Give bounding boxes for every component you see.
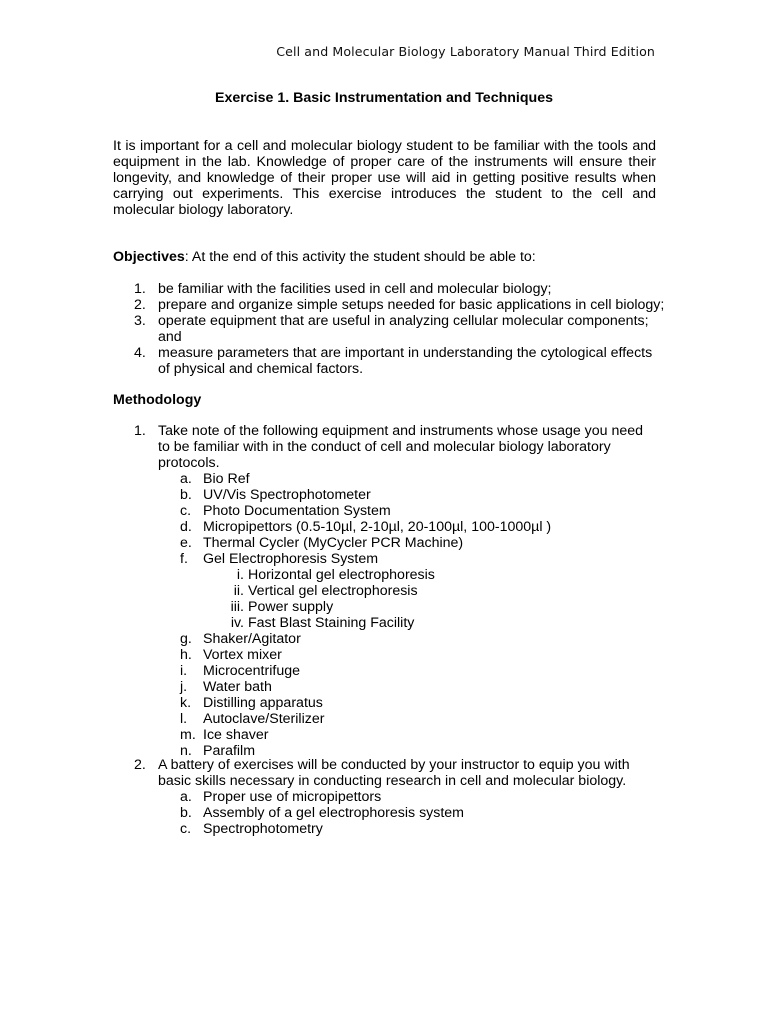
exercise-title: Exercise 1. Basic Instrumentation and Techniques xyxy=(215,90,553,106)
equipment-item xyxy=(113,471,673,487)
equipment-letter: n. xyxy=(180,743,192,759)
equipment-item xyxy=(113,727,673,743)
equipment-item xyxy=(113,631,673,647)
methodology-number: 2. xyxy=(134,757,146,773)
equipment-letter: h. xyxy=(180,647,192,663)
gel-system-numeral: iii. xyxy=(230,599,244,615)
running-header: Cell and Molecular Biology Laboratory Manual Third Edition xyxy=(276,44,655,59)
exercise-letter: a. xyxy=(180,789,192,805)
equipment-list xyxy=(113,471,673,567)
gel-system-item xyxy=(113,583,673,599)
exercise-text: Assembly of a gel electrophoresis system xyxy=(203,805,465,821)
objective-text: prepare and organize simple setups needed for basic applications in cell biology; xyxy=(158,297,665,313)
equipment-item xyxy=(113,647,673,663)
equipment-list-continued xyxy=(113,631,673,759)
objectives-list xyxy=(113,281,673,377)
methodology-text: A battery of exercises will be conducted by your instructor to equip you with basic skills necessary in conducting research in cell and molecular biology. xyxy=(158,757,630,789)
methodology-text: Take note of the following equipment and instruments whose usage you need to be familiar with in the conduct of cell and molecular biology laboratory protocols. xyxy=(158,423,644,471)
equipment-item xyxy=(113,663,673,679)
equipment-item xyxy=(113,551,673,567)
equipment-letter: g. xyxy=(180,631,192,647)
methodology-item-text xyxy=(113,423,658,471)
exercise-item xyxy=(113,805,673,821)
objective-number: 3. xyxy=(134,313,146,329)
objective-text: operate equipment that are useful in analyzing cellular molecular components; and xyxy=(158,313,649,345)
methodology-number: 1. xyxy=(134,423,146,439)
gel-system-numeral: i. xyxy=(236,567,244,583)
equipment-letter: f. xyxy=(180,551,188,567)
equipment-text: Microcentrifuge xyxy=(203,663,300,679)
equipment-letter: m. xyxy=(180,727,196,743)
equipment-item xyxy=(113,711,673,727)
equipment-letter: l. xyxy=(180,711,188,727)
gel-system-text: Fast Blast Staining Facility xyxy=(248,615,415,631)
methodology-item-text xyxy=(113,757,658,789)
equipment-letter: b. xyxy=(180,487,192,503)
equipment-text: Ice shaver xyxy=(203,727,269,743)
equipment-letter: i. xyxy=(180,663,188,679)
intro-paragraph: It is important for a cell and molecular biology student to be familiar with the tools and equipment in the lab. Knowledge of proper care of the instruments will ensure their longevity, and knowledge of their proper use will aid in getting positive results when carrying out experiments. This exercise introduces the student to the cell and molecular biology laboratory. xyxy=(113,138,656,218)
gel-system-item xyxy=(113,615,673,631)
gel-system-text: Power supply xyxy=(248,599,334,615)
objectives-lead xyxy=(113,249,673,265)
exercise-text: Spectrophotometry xyxy=(203,821,323,837)
objective-item xyxy=(113,297,673,313)
gel-system-item xyxy=(113,567,673,583)
equipment-item xyxy=(113,519,673,535)
equipment-item xyxy=(113,695,673,711)
equipment-text: Parafilm xyxy=(203,743,256,759)
methodology-item-1 xyxy=(113,423,673,759)
equipment-text: Thermal Cycler (MyCycler PCR Machine) xyxy=(203,535,464,551)
equipment-text: Bio Ref xyxy=(203,471,250,487)
objective-item xyxy=(113,313,673,345)
exercise-text: Proper use of micropipettors xyxy=(203,789,382,805)
exercise-item xyxy=(113,789,673,805)
gel-system-text: Horizontal gel electrophoresis xyxy=(248,567,435,583)
equipment-letter: d. xyxy=(180,519,192,535)
objective-text: be familiar with the facilities used in cell and molecular biology; xyxy=(158,281,552,297)
exercise-item xyxy=(113,821,673,837)
equipment-text: Vortex mixer xyxy=(203,647,282,663)
equipment-text: Photo Documentation System xyxy=(203,503,391,519)
exercise-list xyxy=(113,789,673,837)
equipment-item xyxy=(113,503,673,519)
equipment-text: Water bath xyxy=(203,679,272,695)
equipment-text: Distilling apparatus xyxy=(203,695,323,711)
objective-number: 4. xyxy=(134,345,146,361)
gel-system-item xyxy=(113,599,673,615)
methodology-heading: Methodology xyxy=(113,392,202,408)
equipment-item xyxy=(113,535,673,551)
equipment-letter: e. xyxy=(180,535,192,551)
exercise-letter: c. xyxy=(180,821,192,837)
equipment-text: Micropipettors (0.5-10µl, 2-10µl, 20-100µl, 100-1000µl ) xyxy=(203,519,552,535)
objective-text: measure parameters that are important in understanding the cytological effects of physical and chemical factors. xyxy=(158,345,653,377)
equipment-item xyxy=(113,679,673,695)
equipment-letter: k. xyxy=(180,695,192,711)
exercise-letter: b. xyxy=(180,805,192,821)
equipment-text: Autoclave/Sterilizer xyxy=(203,711,325,727)
equipment-text: UV/Vis Spectrophotometer xyxy=(203,487,371,503)
objective-number: 2. xyxy=(134,297,146,313)
gel-system-numeral: iv. xyxy=(230,615,244,631)
equipment-item xyxy=(113,487,673,503)
equipment-text: Shaker/Agitator xyxy=(203,631,301,647)
equipment-letter: j. xyxy=(180,679,188,695)
gel-system-text: Vertical gel electrophoresis xyxy=(248,583,418,599)
equipment-letter: c. xyxy=(180,503,192,519)
objective-item xyxy=(113,345,656,377)
equipment-text: Gel Electrophoresis System xyxy=(203,551,379,567)
gel-system-list xyxy=(113,567,673,631)
methodology-item-2 xyxy=(113,757,673,837)
objective-item xyxy=(113,281,673,297)
objectives-lead-text: : At the end of this activity the student should be able to: xyxy=(184,249,536,265)
objective-number: 1. xyxy=(134,281,146,297)
objectives-label: Objectives xyxy=(113,249,185,265)
gel-system-numeral: ii. xyxy=(233,583,244,599)
equipment-letter: a. xyxy=(180,471,192,487)
